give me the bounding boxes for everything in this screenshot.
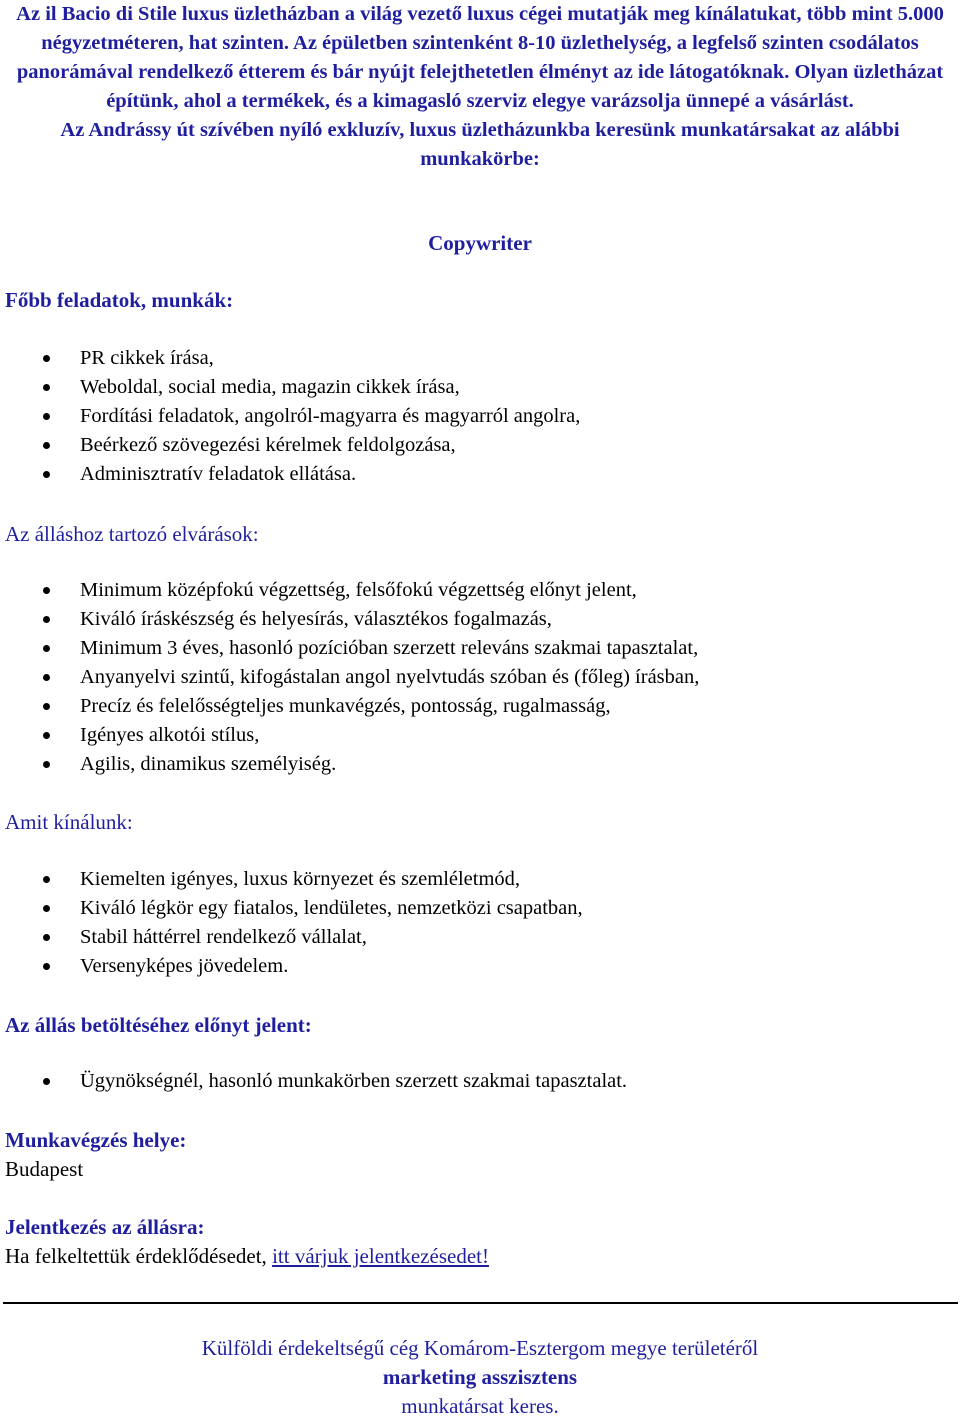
list-item: Anyanyelvi szintű, kifogástalan angol nyelvtudás szóban és (főleg) írásban,: [0, 663, 699, 692]
intro-paragraph-hiring: Az Andrássy út szívében nyíló exkluzív, luxus üzletházunkba keresünk munkatársakat az alábbi munkakörbe:: [60, 119, 900, 170]
intro-paragraph-store: Az il Bacio di Stile luxus üzletházban a világ vezető luxus cégei mutatják meg kínálatukat, több mint 5.000 négyzetméteren, hat szinten. Az épületben szintenként 8-10 üzlethelység, a legfelső szinten csodálatos panorámával rendelkező étterem és bár nyújt felejthetetlen élményt az ide látogatóknak. Olyan üzletházat építünk, ahol a termékek, és a kimagasló szerviz elegye varázsolja ünnepé a vásárlást.: [16, 3, 944, 112]
bullet-icon: [43, 471, 50, 478]
section-divider: [3, 1302, 958, 1304]
advantage-list: [0, 1067, 627, 1096]
bullet-icon: [43, 1078, 50, 1085]
location-value: Budapest: [5, 1157, 84, 1181]
list-item: Kiváló íráskészség és helyesírás, választékos fogalmazás,: [0, 605, 699, 634]
bullet-icon: [43, 587, 50, 594]
requirements-heading: Az álláshoz tartozó elvárások:: [5, 522, 259, 546]
list-item: Minimum 3 éves, hasonló pozícióban szerzett releváns szakmai tapasztalat,: [0, 634, 699, 663]
location-heading: Munkavégzés helye:: [5, 1128, 187, 1152]
bullet-icon: [43, 703, 50, 710]
bullet-icon: [43, 674, 50, 681]
list-item: Weboldal, social media, magazin cikkek írása,: [0, 373, 580, 402]
bullet-icon: [43, 645, 50, 652]
footer-position: marketing asszisztens: [382, 1365, 578, 1389]
apply-line: [5, 1242, 489, 1271]
apply-text: Ha felkeltettük érdeklődésedet,: [5, 1244, 273, 1268]
apply-heading: Jelentkezés az állásra:: [5, 1215, 205, 1239]
offer-list: [0, 865, 583, 981]
tasks-list: [0, 344, 580, 489]
list-item: Kiemelten igényes, luxus környezet és szemléletmód,: [0, 865, 583, 894]
list-item: Precíz és felelősségteljes munkavégzés, pontosság, rugalmasság,: [0, 692, 699, 721]
list-item: Kiváló légkör egy fiatalos, lendületes, nemzetközi csapatban,: [0, 894, 583, 923]
list-item: Versenyképes jövedelem.: [0, 952, 583, 981]
job-title: Copywriter: [428, 231, 532, 255]
footer-search-line: munkatársat keres.: [401, 1394, 559, 1418]
list-item: Ügynökségnél, hasonló munkakörben szerzett szakmai tapasztalat.: [0, 1067, 627, 1096]
bullet-icon: [43, 442, 50, 449]
list-item: Adminisztratív feladatok ellátása.: [0, 460, 580, 489]
list-item: Beérkező szövegezési kérelmek feldolgozása,: [0, 431, 580, 460]
bullet-icon: [43, 761, 50, 768]
requirements-list: [0, 576, 699, 779]
apply-link[interactable]: itt várjuk jelentkezésedet!: [272, 1244, 489, 1268]
list-item: Agilis, dinamikus személyiség.: [0, 750, 699, 779]
bullet-icon: [43, 905, 50, 912]
advantage-heading: Az állás betöltéséhez előnyt jelent:: [5, 1013, 312, 1037]
bullet-icon: [43, 355, 50, 362]
list-item: Igényes alkotói stílus,: [0, 721, 699, 750]
list-item: Fordítási feladatok, angolról-magyarra és magyarról angolra,: [0, 402, 580, 431]
bullet-icon: [43, 616, 50, 623]
tasks-heading: Főbb feladatok, munkák:: [5, 288, 234, 312]
offer-heading: Amit kínálunk:: [5, 810, 133, 834]
intro-block: [0, 0, 960, 174]
list-item: Stabil háttérrel rendelkező vállalat,: [0, 923, 583, 952]
bullet-icon: [43, 413, 50, 420]
bullet-icon: [43, 876, 50, 883]
list-item: Minimum középfokú végzettség, felsőfokú végzettség előnyt jelent,: [0, 576, 699, 605]
footer-company-line: Külföldi érdekeltségű cég Komárom-Esztergom megye területéről: [201, 1336, 759, 1360]
bullet-icon: [43, 934, 50, 941]
bullet-icon: [43, 384, 50, 391]
bullet-icon: [43, 732, 50, 739]
list-item: PR cikkek írása,: [0, 344, 580, 373]
bullet-icon: [43, 963, 50, 970]
next-posting-teaser: [0, 1334, 960, 1421]
